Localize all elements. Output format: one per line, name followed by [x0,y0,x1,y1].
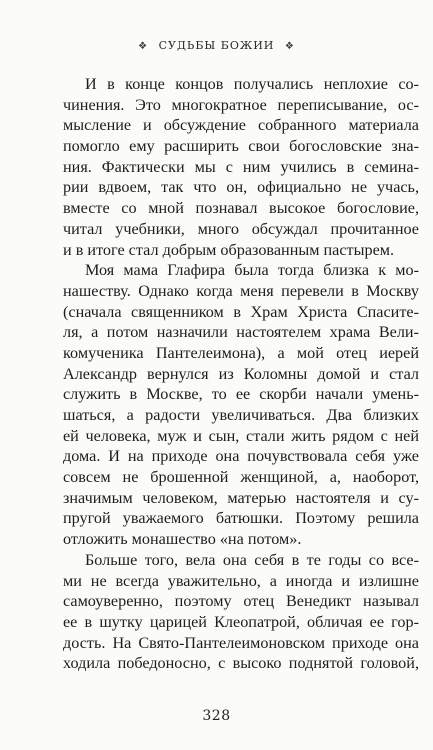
text-line: служить в Москве, то ее скорби начали умень- [63,385,419,404]
text-line: помогло ему расширить свои богословские зна- [63,137,419,156]
text-line: значимым человеком, матерью настоятеля и су- [63,488,419,507]
text-line: и в итоге стал добрым образованным пастырем. [63,240,395,259]
page-number: 328 [202,708,231,724]
text-line: ми не всегда уважительно, а иногда и излишне [63,571,419,590]
text-line: мысление и обсуждение собранного материала [63,116,419,135]
text-line: ходила победоносно, с высоко поднятой головой, [63,654,419,673]
text-line: Больше того, вела она себя в те годы со все- [85,550,419,569]
text-line: ля, а потом назначили настоятелем храма Вели- [63,323,419,342]
left-ornament-icon: ❖ [138,41,149,52]
text-line: ей человека, муж и сын, стали жить рядом с ней [63,426,419,445]
text-line: ния. Фактически мы с ним учились в семина- [63,157,419,176]
text-line: (сначала священником в Храм Христа Спасите- [63,302,419,321]
text-line: Моя мама Глафира была тогда близка к мо- [85,261,419,280]
text-line: ее в шутку царицей Клеопатрой, обличая ее гор- [63,612,419,631]
text-line: пругой уважаемого батюшки. Поэтому решила [63,509,419,528]
text-line: дома. И на приходе она почувствовала себя уже [63,447,419,466]
text-line: самоуверенно, поэтому отец Венедикт называл [63,592,419,611]
text-line: Александр вернулся из Коломны домой и стал [63,364,419,383]
text-line: дость. На Свято-Пантелеимоновском приходе она [63,633,419,652]
body-text [63,74,419,674]
text-line: читал учебники, много обсуждал прочитанное [63,219,419,238]
text-line: чинения. Это многократное переписывание, ос- [63,95,419,114]
text-line: вместе со мной познавал высокое богословие, [63,199,419,218]
text-line: комученика Пантелеимона), а мой отец иерей [63,343,419,362]
text-line: совсем не брошенной женщиной, а, наоборот, [63,468,419,487]
text-line: рии вдвоем, так что он, официально не учась, [63,178,419,197]
right-ornament-icon: ❖ [284,41,295,52]
text-line: шаться, а радости увеличиваться. Два близких [63,406,419,424]
text-line: И в конце концов получались неплохие со- [85,75,419,93]
running-head-title: СУДЬБЫ БОЖИИ [158,39,275,52]
running-head [0,37,433,55]
text-line: отложить монашество «на потом». [63,530,302,549]
text-line: нашеству. Однако когда меня перевели в Москву [63,281,419,300]
